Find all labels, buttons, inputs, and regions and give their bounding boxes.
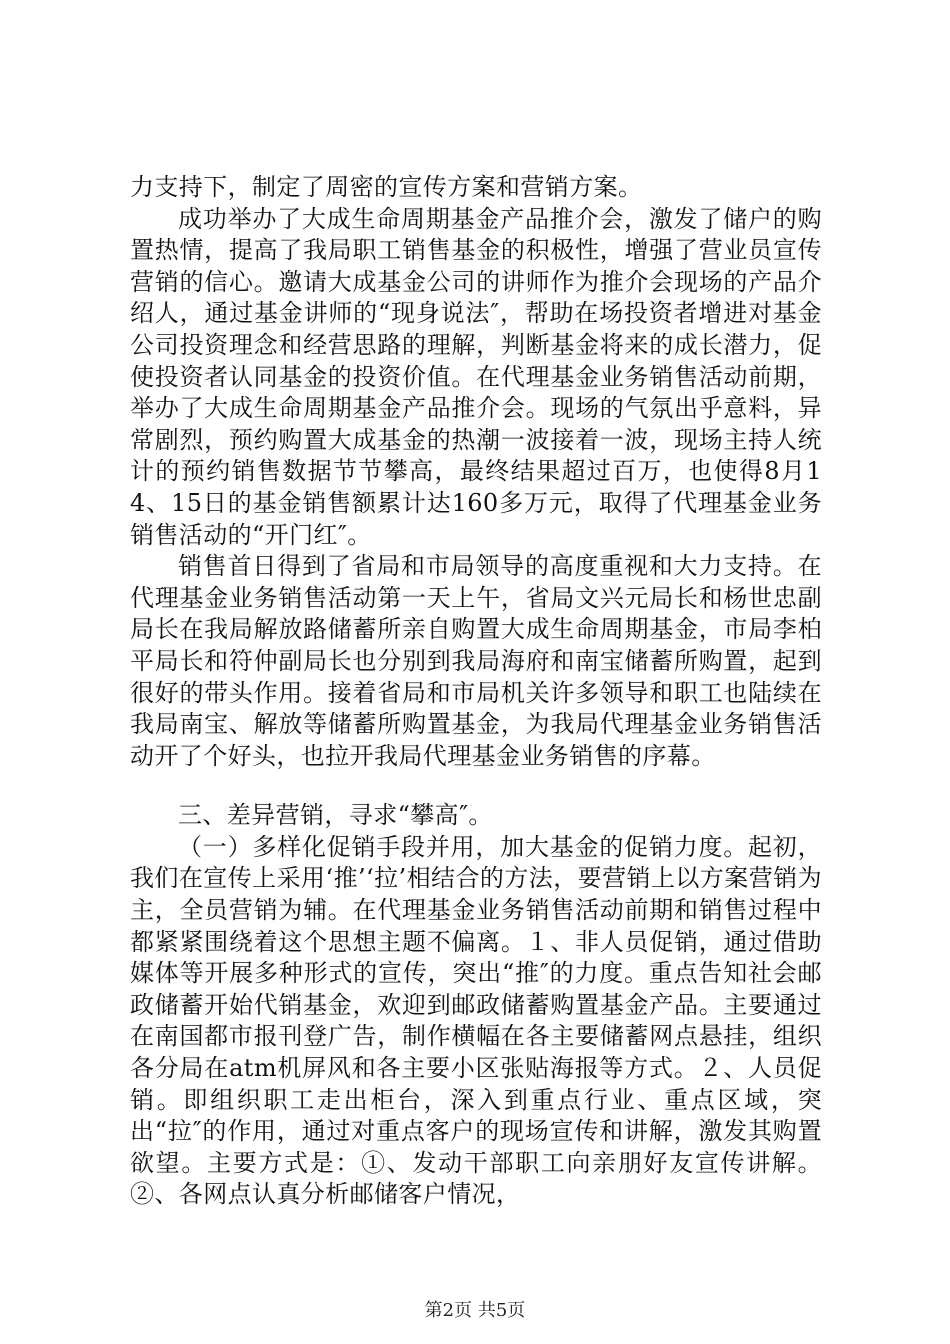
paragraph-product-promotion: 成功举办了大成生命周期基金产品推介会，激发了储户的购置热情，提高了我局职工销售基金的积极性，增强了营业员宣传营销的信心。邀请大成基金公司的讲师作为推介会现场的产品介绍人，通过基金讲师的“现身说法″，帮助在场投资者增进对基金公司投资理念和经营思路的理解，判断基金将来的成长潜力，促使投资者认同基金的投资价值。在代理基金业务销售活动前期，举办了大成生命周期基金产品推介会。现场的气氛出乎意料，异常剧烈，预约购置大成基金的热潮一波接着一波，现场主持人统计的预约销售数据节节攀高，最终结果超过百万，也使得8月14、15日的基金销售额累计达160多万元，取得了代理基金业务销售活动的“开门红″。 [130,204,822,549]
paragraph-diversified-promotion: （一）多样化促销手段并用，加大基金的促销力度。起初，我们在宣传上采用‘推’‘拉’相结合的方法，要营销上以方案营销为主，全员营销为辅。在代理基金业务销售活动前期和销售过程中都紧紧围绕着这个思想主题不偏离。１、非人员促销，通过借助媒体等开展多种形式的宣传，突出“推″的力度。重点告知社会邮政储蓄开始代销基金，欢迎到邮政储蓄购置基金产品。主要通过在南国都市报刊登广告，制作横幅在各主要储蓄网点悬挂，组织各分局在atm机屏风和各主要小区张贴海报等方式。２、人员促销。即组织职工走出柜台，深入到重点行业、重点区域，突出“拉″的作用，通过对重点客户的现场宣传和讲解，激发其购置欲望。主要方式是：①、发动干部职工向亲朋好友宣传讲解。②、各网点认真分析邮储客户情况， [130,832,822,1209]
section-heading: 三、差异营销，寻求“攀高″。 [178,801,493,830]
paragraph-continuation: 力支持下，制定了周密的宣传方案和营销方案。 [130,173,643,201]
paragraph-gap [130,772,822,800]
document-body [130,172,822,1211]
page-number-footer: 第2页 共5页 [424,1300,526,1321]
paragraph-first-day-sales: 销售首日得到了省局和市局领导的高度重视和大力支持。在代理基金业务销售活动第一天上午，省局文兴元局长和杨世忠副局长在我局解放路储蓄所亲自购置大成生命周期基金，市局李柏平局长和符仲副局长也分别到我局海府和南宝储蓄所购置，起到很好的带头作用。接着省局和市局机关许多领导和职工也陆续在我局南宝、解放等储蓄所购置基金，为我局代理基金业务销售活动开了个好头，也拉开我局代理基金业务销售的序幕。 [130,552,822,770]
